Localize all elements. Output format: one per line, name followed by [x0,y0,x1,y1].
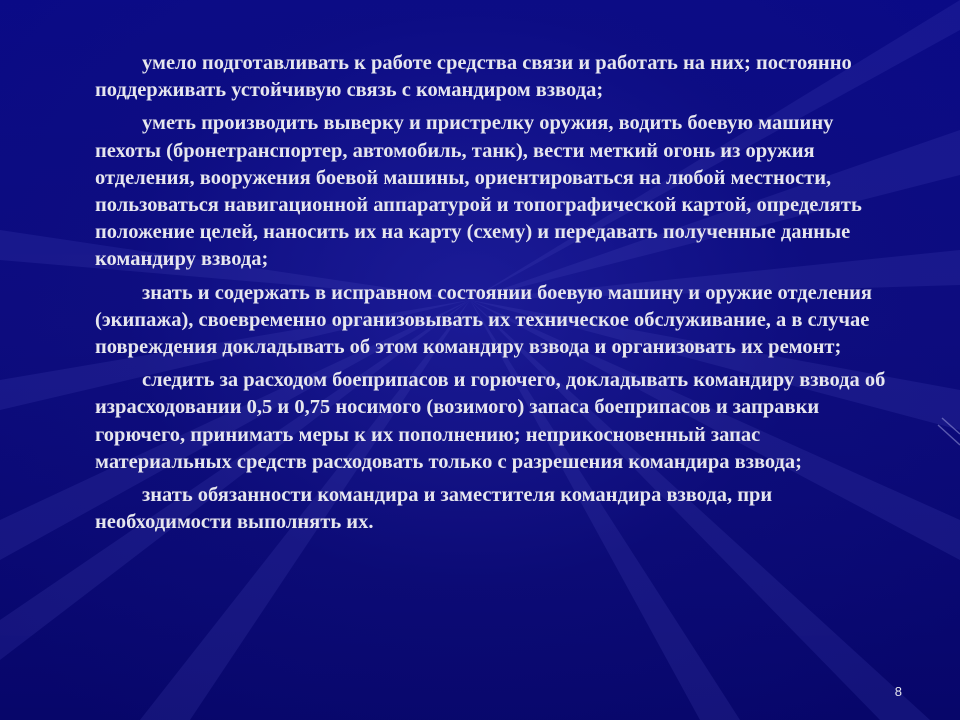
paragraph-duties: знать обязанности командира и заместителя командира взвода, при необходимости выполнять их. [95,484,773,534]
page-number: 8 [894,684,902,699]
slide-body [95,50,895,542]
paragraph-communications: умело подготавливать к работе средства связи и работать на них; постоянно поддерживать устойчивую связь с командиром взвода; [95,52,852,102]
paragraph-ammunition-fuel: следить за расходом боеприпасов и горючего, докладывать командиру взвода об израсходовании 0,5 и 0,75 носимого (возимого) запаса боеприпасов и заправки горючего, принимать меры к их пополнению; неприкосновенный запас материальных средств расходовать только с разрешения командира взвода; [95,369,886,473]
paragraph-weapons-vehicle: уметь производить выверку и пристрелку оружия, водить боевую машину пехоты (бронетранспортер, автомобиль, танк), вести меткий огонь из оружия отделения, вооружения боевой машины, ориентироваться на любой местности, пользоваться навигационной аппаратурой и топографической картой, определять положение целей, наносить их на карту (схему) и передавать полученные данные командиру взвода; [95,112,862,271]
paragraph-maintenance: знать и содержать в исправном состоянии боевую машину и оружие отделения (экипажа), своевременно организовывать их техническое обслуживание, а в случае повреждения докладывать об этом командиру взвода и организовать их ремонт; [95,281,873,359]
